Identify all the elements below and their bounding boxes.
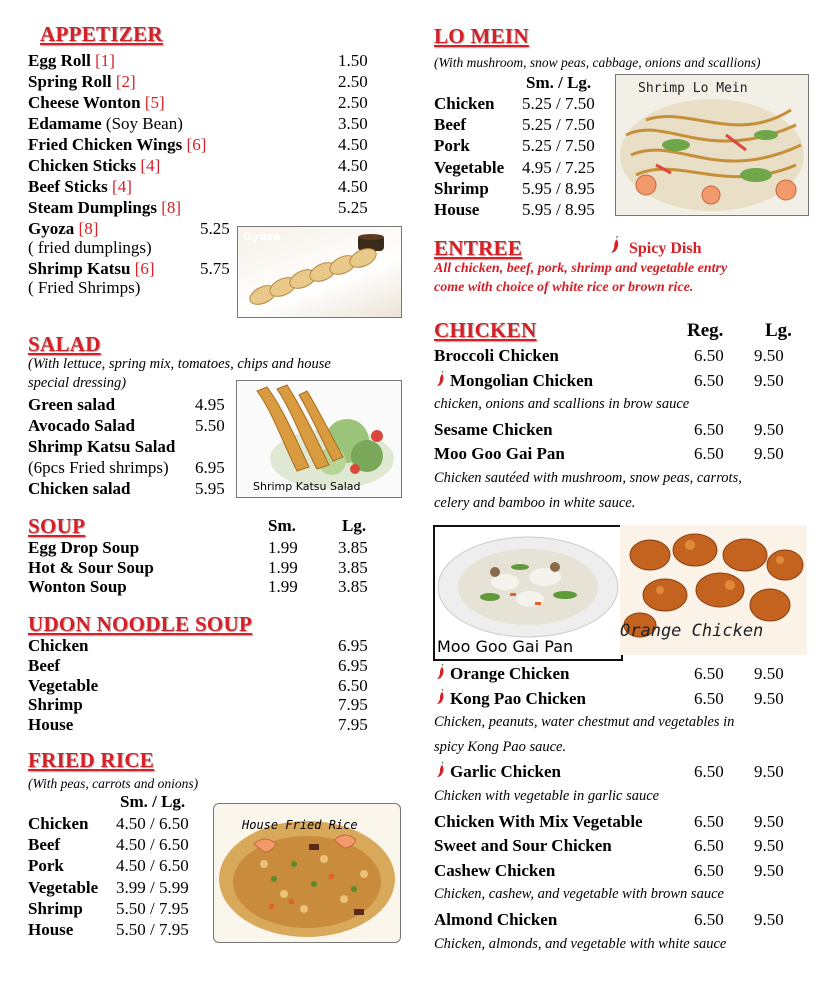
- lo-mein-item-price: 4.95 / 7.25: [522, 157, 595, 177]
- fried-rice-photo: [213, 803, 401, 943]
- chicken-item-name: Mongolian Chicken: [450, 370, 594, 390]
- lo-mein-item[interactable]: Pork: [434, 136, 470, 156]
- appetizer-item[interactable]: [28, 71, 136, 92]
- chicken-item-reg-price: 6.50: [694, 346, 724, 365]
- chicken-item[interactable]: [434, 811, 643, 832]
- appetizer-item-tag: [1]: [95, 51, 115, 70]
- chicken-item-reg-price: 6.50: [694, 910, 724, 929]
- fried-rice-item-price: 4.50 / 6.50: [116, 835, 189, 855]
- appetizer-item-name: Spring Roll: [28, 72, 112, 91]
- lo-mein-col: Sm. / Lg.: [526, 73, 592, 92]
- udon-item[interactable]: House: [28, 715, 74, 735]
- chicken-item[interactable]: [434, 835, 612, 856]
- appetizer-item-tag: [6]: [186, 135, 207, 154]
- udon-item-price: 6.95: [338, 655, 368, 675]
- soup-item-sm-price: 1.99: [268, 577, 298, 596]
- gyoza-photo: [237, 226, 402, 318]
- appetizer-item-tag: [5]: [144, 93, 165, 112]
- chicken-item-reg-price: 6.50: [694, 762, 724, 782]
- shrimp-katsu-salad-price: 6.95: [195, 458, 225, 477]
- soup-col-lg: Lg.: [342, 516, 367, 535]
- chili-pepper-icon: [610, 236, 621, 254]
- appetizer-item-price: 4.50: [338, 135, 368, 154]
- chicken-item-reg-price: 6.50: [694, 664, 724, 683]
- udon-heading: UDON NOODLE SOUP: [28, 612, 253, 636]
- appetizer-item-tag: [4]: [140, 156, 161, 175]
- lo-mein-heading: LO MEIN: [434, 24, 529, 48]
- appetizer-item-tag: [8]: [161, 198, 182, 217]
- lo-mein-note: (With mushroom, snow peas, cabbage, onions and scallions): [434, 55, 761, 70]
- fried-rice-item[interactable]: Chicken: [28, 814, 89, 833]
- appetizer-item[interactable]: [28, 50, 115, 71]
- chicken-item-description: spicy Kong Pao sauce.: [434, 738, 567, 755]
- chili-pepper-icon: [436, 664, 446, 680]
- fried-rice-note: (With peas, carrots and onions): [28, 776, 199, 791]
- chicken-item-name: Garlic Chicken: [450, 762, 561, 782]
- chicken-item-name: Sweet and Sour Chicken: [434, 836, 612, 856]
- udon-item[interactable]: Shrimp: [28, 695, 83, 715]
- entree-heading: ENTREE: [434, 236, 523, 260]
- udon-item[interactable]: Chicken: [28, 636, 89, 655]
- chicken-salad-item[interactable]: Chicken salad: [28, 479, 131, 498]
- chicken-item[interactable]: [434, 370, 593, 391]
- soup-item-sm-price: 1.99: [268, 538, 298, 557]
- lo-mein-item[interactable]: Vegetable: [434, 157, 505, 177]
- salad-item-price: 5.50: [195, 416, 225, 435]
- salad-heading: SALAD: [28, 332, 101, 356]
- appetizer-item-name: Egg Roll: [28, 51, 91, 70]
- chili-pepper-icon: [436, 762, 446, 778]
- chicken-item[interactable]: [434, 909, 557, 930]
- appetizer-item-price: 5.25: [338, 198, 368, 217]
- fried-rice-item[interactable]: Vegetable: [28, 877, 99, 897]
- orange-chicken-caption: Orange Chicken: [620, 621, 764, 641]
- udon-item[interactable]: Beef: [28, 655, 61, 675]
- salad-photo-caption: Shrimp Katsu Salad: [253, 480, 361, 493]
- chicken-item-description: Chicken, almonds, and vegetable with white sauce: [434, 935, 727, 952]
- chicken-item-reg-price: 6.50: [694, 370, 724, 390]
- salad-note-line1: (With lettuce, spring mix, tomatoes, chips and house: [28, 356, 331, 372]
- salad-item[interactable]: Green salad: [28, 395, 116, 414]
- lo-mein-item[interactable]: House: [434, 200, 480, 219]
- chicken-item[interactable]: [434, 419, 553, 440]
- chicken-item[interactable]: [434, 860, 555, 881]
- soup-item[interactable]: Hot & Sour Soup: [28, 557, 154, 577]
- soup-heading: SOUP: [28, 514, 86, 538]
- udon-item-price: 7.95: [338, 695, 368, 715]
- lo-mein-item-price: 5.95 / 8.95: [522, 200, 595, 219]
- chicken-item-name: Moo Goo Gai Pan: [434, 444, 565, 464]
- chicken-item-description: Chicken, peanuts, water chestmut and vegetables in: [434, 714, 735, 731]
- lo-mein-item[interactable]: Beef: [434, 115, 467, 135]
- chicken-item-reg-price: 6.50: [694, 860, 724, 880]
- appetizer-item-price: 4.50: [338, 156, 368, 175]
- appetizer-item-name: Beef Sticks: [28, 177, 108, 196]
- orange-chicken-photo: [620, 525, 807, 655]
- lo-mein-item[interactable]: Shrimp: [434, 178, 489, 198]
- fried-rice-item-price: 4.50 / 6.50: [116, 814, 189, 833]
- udon-item-price: 6.95: [338, 636, 368, 655]
- fried-rice-item[interactable]: House: [28, 920, 74, 939]
- soup-item-sm-price: 1.99: [268, 557, 298, 577]
- chicken-item[interactable]: [434, 761, 561, 782]
- appetizer-heading: APPETIZER: [40, 22, 163, 46]
- entree-note-line2: come with choice of white rice or brown rice.: [434, 280, 694, 295]
- chicken-item-description: celery and bamboo in white sauce.: [434, 494, 636, 511]
- chicken-item-description: Chicken, cashew, and vegetable with brown sauce: [434, 886, 724, 903]
- chicken-item[interactable]: [434, 443, 565, 464]
- fried-rice-item[interactable]: Beef: [28, 835, 61, 855]
- soup-item-lg-price: 3.85: [338, 557, 368, 577]
- appetizer-item-name: Cheese Wonton: [28, 93, 141, 112]
- chicken-item-name: Chicken With Mix Vegetable: [434, 811, 643, 831]
- chicken-item-lg-price: 9.50: [754, 860, 784, 880]
- appetizer-item-name: Edamame: [28, 114, 102, 133]
- appetizer-item-price: 4.50: [338, 177, 368, 196]
- chicken-item-lg-price: 9.50: [754, 444, 784, 464]
- chicken-item-reg-price: 6.50: [694, 444, 724, 464]
- shrimp-katsu-salad-detail: (6pcs Fried shrimps): [28, 458, 169, 477]
- chicken-item-reg-price: 6.50: [694, 419, 724, 439]
- lo-mein-item-price: 5.95 / 8.95: [522, 178, 595, 198]
- chili-pepper-icon: [436, 371, 446, 387]
- chicken-item-lg-price: 9.50: [754, 910, 784, 929]
- gyoza-photo-caption: Gyoza: [243, 230, 281, 243]
- appetizer-item-name: Steam Dumplings: [28, 198, 157, 217]
- shrimp-katsu-salad-photo: [236, 380, 402, 498]
- chicken-item-name: Almond Chicken: [434, 910, 558, 929]
- chicken-item-lg-price: 9.50: [754, 811, 784, 831]
- shrimp-katsu-description: ( Fried Shrimps): [28, 278, 141, 297]
- chicken-item-lg-price: 9.50: [754, 370, 784, 390]
- chicken-item-lg-price: 9.50: [754, 346, 784, 365]
- gyoza-item[interactable]: Gyoza [8]: [28, 219, 99, 238]
- shrimp-katsu-item[interactable]: Shrimp Katsu [6]: [28, 259, 155, 278]
- fried-rice-item-price: 5.50 / 7.95: [116, 898, 189, 918]
- soup-item[interactable]: Wonton Soup: [28, 577, 127, 596]
- gyoza-price: 5.25: [200, 219, 230, 238]
- fried-rice-item[interactable]: Pork: [28, 856, 64, 876]
- soup-item-lg-price: 3.85: [338, 538, 368, 557]
- udon-item-price: 7.95: [338, 715, 368, 735]
- chicken-item-reg-price: 6.50: [694, 836, 724, 856]
- fried-rice-item-price: 3.99 / 5.99: [116, 877, 189, 897]
- moo-goo-gai-pan-photo: [433, 525, 623, 661]
- shrimp-katsu-salad-item[interactable]: Shrimp Katsu Salad: [28, 437, 176, 456]
- shrimp-katsu-price: 5.75: [200, 259, 230, 278]
- chicken-item[interactable]: [434, 345, 559, 366]
- appetizer-item[interactable]: [28, 92, 165, 113]
- appetizer-item-name: Fried Chicken Wings: [28, 135, 183, 154]
- appetizer-item-name: Chicken Sticks: [28, 156, 137, 175]
- chicken-item[interactable]: [434, 688, 586, 709]
- udon-item[interactable]: Vegetable: [28, 675, 99, 695]
- fried-rice-photo-caption: House Fried Rice: [242, 818, 358, 832]
- chicken-item-lg-price: 9.50: [754, 419, 784, 439]
- chicken-col-reg: Reg.: [687, 320, 724, 341]
- lo-mein-item-price: 5.25 / 7.50: [522, 115, 595, 135]
- soup-item-lg-price: 3.85: [338, 577, 368, 596]
- salad-item-price: 4.95: [195, 395, 225, 414]
- fried-rice-item-price: 4.50 / 6.50: [116, 856, 189, 876]
- appetizer-item-price: 2.50: [338, 72, 368, 91]
- chicken-item-description: Chicken with vegetable in garlic sauce: [434, 788, 660, 804]
- moo-goo-gai-pan-caption: Moo Goo Gai Pan: [437, 637, 574, 656]
- fried-rice-heading: FRIED RICE: [28, 748, 155, 772]
- chicken-item[interactable]: [434, 663, 569, 684]
- chicken-item-lg-price: 9.50: [754, 762, 784, 782]
- chicken-item-reg-price: 6.50: [694, 811, 724, 831]
- appetizer-item[interactable]: [28, 113, 183, 134]
- appetizer-item[interactable]: [28, 134, 206, 155]
- gyoza-description: ( fried dumplings): [28, 238, 152, 257]
- soup-item[interactable]: Egg Drop Soup: [28, 538, 140, 557]
- fried-rice-item[interactable]: Shrimp: [28, 898, 83, 918]
- chicken-item-lg-price: 9.50: [754, 836, 784, 856]
- lo-mein-item-price: 5.25 / 7.50: [522, 136, 595, 156]
- udon-item-price: 6.50: [338, 675, 368, 695]
- chicken-salad-price: 5.95: [195, 479, 225, 498]
- appetizer-item-price: 2.50: [338, 93, 368, 112]
- chicken-item-name: Sesame Chicken: [434, 419, 553, 439]
- spicy-legend: Spicy Dish: [610, 236, 701, 258]
- chicken-item-name: Cashew Chicken: [434, 860, 556, 880]
- appetizer-item-price: 3.50: [338, 114, 368, 133]
- fried-rice-col: Sm. / Lg.: [120, 792, 186, 811]
- entree-note-line1: All chicken, beef, pork, shrimp and vegetable entry: [434, 261, 728, 276]
- lo-mein-photo: [615, 74, 809, 216]
- fried-rice-item-price: 5.50 / 7.95: [116, 920, 189, 939]
- appetizer-item-tag: [2]: [115, 72, 136, 91]
- appetizer-item[interactable]: [28, 197, 181, 218]
- lo-mein-photo-caption: Shrimp Lo Mein: [638, 81, 748, 96]
- salad-note-line2: special dressing): [28, 375, 127, 391]
- salad-item[interactable]: Avocado Salad: [28, 416, 135, 435]
- appetizer-item-tag: [4]: [112, 177, 132, 196]
- chicken-item-reg-price: 6.50: [694, 688, 724, 708]
- chicken-item-description: Chicken sautéed with mushroom, snow peas, carrots,: [434, 470, 742, 486]
- chicken-col-lg: Lg.: [765, 320, 792, 341]
- chicken-item-lg-price: 9.50: [754, 688, 784, 708]
- appetizer-item-sub: (Soy Bean): [105, 114, 183, 133]
- lo-mein-illustration: [616, 75, 808, 215]
- chicken-item-lg-price: 9.50: [754, 664, 784, 683]
- soup-col-sm: Sm.: [268, 516, 296, 535]
- appetizer-item[interactable]: [28, 155, 160, 176]
- lo-mein-item[interactable]: Chicken: [434, 94, 495, 113]
- chicken-item-description: chicken, onions and scallions in brow sauce: [434, 396, 690, 413]
- chili-pepper-icon: [436, 689, 446, 705]
- lo-mein-item-price: 5.25 / 7.50: [522, 94, 595, 113]
- chicken-item-name: Broccoli Chicken: [434, 346, 559, 365]
- chicken-item-name: Kong Pao Chicken: [450, 688, 587, 708]
- chicken-item-name: Orange Chicken: [450, 664, 570, 683]
- appetizer-item[interactable]: [28, 176, 132, 197]
- appetizer-item-price: 1.50: [338, 51, 368, 70]
- chicken-heading: CHICKEN: [434, 318, 537, 342]
